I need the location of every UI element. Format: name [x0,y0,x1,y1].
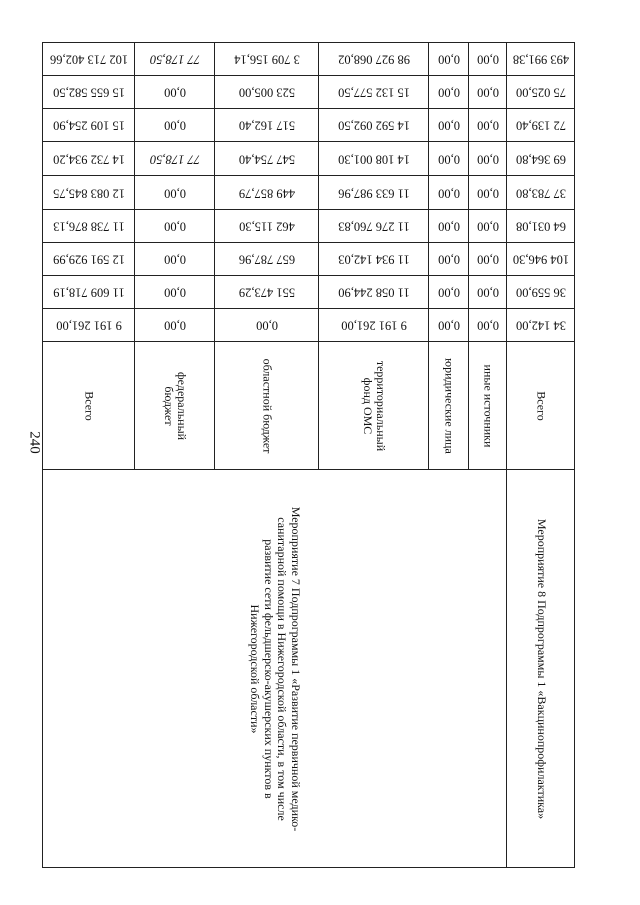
cell-vsego2 [507,176,575,210]
header-row [43,342,575,470]
cell-oms [319,243,429,276]
table-row [43,243,575,276]
table-row [43,176,575,210]
cell-value: 0,00 [163,219,186,234]
cell-other [469,142,507,176]
cell-value: 37 783,80 [515,186,566,200]
cell-value: 0,00 [476,85,499,100]
cell-value: 449 857,79 [238,186,295,200]
cell-legal [429,76,469,109]
table-row [43,142,575,176]
cell-vsego2 [507,43,575,76]
cell-value: 75 025,00 [515,85,566,100]
cell-value: 14 108 001,30 [337,152,410,166]
cell-value: 3 709 156,14 [233,52,300,67]
cell-value: 9 191 261,00 [340,318,407,333]
cell-oms [319,142,429,176]
cell-vsego2 [507,309,575,342]
cell-other [469,243,507,276]
cell-federal [135,276,215,309]
cell-oblast [215,109,319,142]
cell-vsego2 [507,142,575,176]
event-row [43,470,575,868]
cell-value: 77 178,50 [149,52,200,67]
cell-value: 0,00 [437,85,460,100]
cell-value: 0,00 [437,118,460,133]
cell-federal [135,142,215,176]
cell-vsego [43,309,135,342]
column-label: иные источники [481,364,495,447]
cell-value: 0,00 [476,252,499,267]
cell-value: 11 934 142,03 [337,252,410,267]
cell-value: 523 005,00 [238,85,295,100]
cell-value: 15 109 254,90 [52,118,125,133]
cell-value: 15 655 582,50 [52,85,125,100]
page-number: 240 [26,431,43,454]
cell-oblast [215,176,319,210]
cell-oblast [215,276,319,309]
cell-legal [429,276,469,309]
cell-legal [429,142,469,176]
cell-value: 77 178,50 [149,152,200,166]
cell-value: 0,00 [476,285,499,300]
column-label: Всего [82,390,96,421]
cell-value: 0,00 [476,118,499,133]
cell-oms [319,109,429,142]
cell-value: 493 991,38 [512,52,569,67]
cell-vsego [43,210,135,243]
cell-vsego [43,243,135,276]
cell-oms [319,210,429,243]
cell-value: 12 083 845,75 [52,186,125,200]
cell-value: 0,00 [163,118,186,133]
cell-value: 0,00 [437,318,460,333]
cell-federal [135,109,215,142]
cell-vsego2 [507,276,575,309]
cell-oms [319,276,429,309]
cell-value: 0,00 [476,52,499,67]
cell-oms [319,309,429,342]
table-row [43,210,575,243]
cell-value: 0,00 [163,186,186,200]
event8-title: Мероприятие 8 Подпрограммы 1 «Вакцинопрофилактика» [534,518,549,819]
column-header-vsego2 [507,342,575,470]
column-header-federal [135,342,215,470]
cell-other [469,76,507,109]
cell-legal [429,43,469,76]
cell-other [469,276,507,309]
cell-value: 0,00 [255,318,278,333]
cell-federal [135,210,215,243]
cell-other [469,176,507,210]
cell-value: 0,00 [163,285,186,300]
cell-value: 14 732 934,20 [52,152,125,166]
event7-title: Мероприятие 7 Подпрограммы 1 «Развитие первичной медико-санитарной помощи в Нижегородской области, в том числе развитие сети фельдшерско-акушерских пунктов в Нижегородской области» [248,506,303,831]
cell-legal [429,176,469,210]
cell-value: 11 276 760,83 [337,219,410,234]
cell-vsego [43,276,135,309]
table-row [43,76,575,109]
cell-value: 69 364,80 [515,152,566,166]
event7-cell [43,470,507,868]
cell-value: 9 191 261,00 [55,318,122,333]
cell-value: 0,00 [476,186,499,200]
cell-other [469,43,507,76]
budget-table [42,42,575,868]
cell-value: 0,00 [476,152,499,166]
column-header-legal [429,342,469,470]
cell-federal [135,176,215,210]
cell-value: 462 115,30 [238,219,295,234]
cell-value: 34 142,00 [515,318,566,333]
cell-value: 12 591 929,99 [52,252,125,267]
cell-oblast [215,309,319,342]
cell-value: 11 058 244,90 [337,285,410,300]
cell-oblast [215,76,319,109]
cell-oblast [215,43,319,76]
cell-value: 98 927 068,02 [337,52,410,67]
cell-value: 0,00 [163,252,186,267]
cell-value: 72 139,40 [515,118,566,133]
cell-value: 11 633 987,96 [337,186,410,200]
cell-value: 0,00 [163,85,186,100]
cell-value: 36 559,00 [515,285,566,300]
cell-legal [429,309,469,342]
cell-vsego [43,109,135,142]
cell-vsego [43,176,135,210]
cell-federal [135,76,215,109]
column-header-oblast [215,342,319,470]
cell-value: 0,00 [437,285,460,300]
cell-value: 657 787,96 [238,252,295,267]
table-row [43,43,575,76]
cell-vsego2 [507,210,575,243]
cell-federal [135,43,215,76]
cell-value: 102 713 402,66 [49,52,128,67]
cell-value: 64 031,08 [515,219,566,234]
cell-vsego [43,142,135,176]
cell-other [469,109,507,142]
cell-value: 517 162,40 [238,118,295,133]
cell-other [469,309,507,342]
cell-other [469,210,507,243]
event8-cell [507,470,575,868]
cell-vsego [43,76,135,109]
cell-value: 0,00 [437,252,460,267]
cell-oblast [215,142,319,176]
cell-federal [135,309,215,342]
cell-oms [319,43,429,76]
cell-legal [429,109,469,142]
table-row [43,109,575,142]
cell-value: 547 754,40 [238,152,295,166]
cell-value: 104 946,30 [512,252,569,267]
column-label: областной бюджет [260,358,274,453]
cell-value: 0,00 [437,219,460,234]
column-label: юридические лица [442,357,456,454]
table-row [43,309,575,342]
column-header-vsego [43,342,135,470]
column-header-oms [319,342,429,470]
cell-vsego [43,43,135,76]
cell-value: 0,00 [437,186,460,200]
cell-value: 11 738 876,13 [52,219,125,234]
cell-value: 15 132 577,50 [337,85,410,100]
cell-value: 0,00 [476,219,499,234]
cell-oblast [215,210,319,243]
table-row [43,276,575,309]
cell-value: 551 473,29 [238,285,295,300]
cell-value: 0,00 [163,318,186,333]
cell-vsego2 [507,76,575,109]
cell-oblast [215,243,319,276]
cell-legal [429,210,469,243]
cell-value: 14 592 092,50 [337,118,410,133]
cell-oms [319,76,429,109]
cell-oms [319,176,429,210]
cell-federal [135,243,215,276]
cell-legal [429,243,469,276]
cell-vsego2 [507,109,575,142]
column-label: Всего [534,390,548,421]
rotated-budget-table [42,42,574,868]
column-header-other [469,342,507,470]
column-label: федеральный бюджет [161,371,189,440]
cell-value: 0,00 [437,52,460,67]
cell-value: 0,00 [476,318,499,333]
cell-value: 11 609 718,19 [52,285,125,300]
column-label: территориальный фонд ОМС [360,360,388,451]
cell-value: 0,00 [437,152,460,166]
cell-vsego2 [507,243,575,276]
